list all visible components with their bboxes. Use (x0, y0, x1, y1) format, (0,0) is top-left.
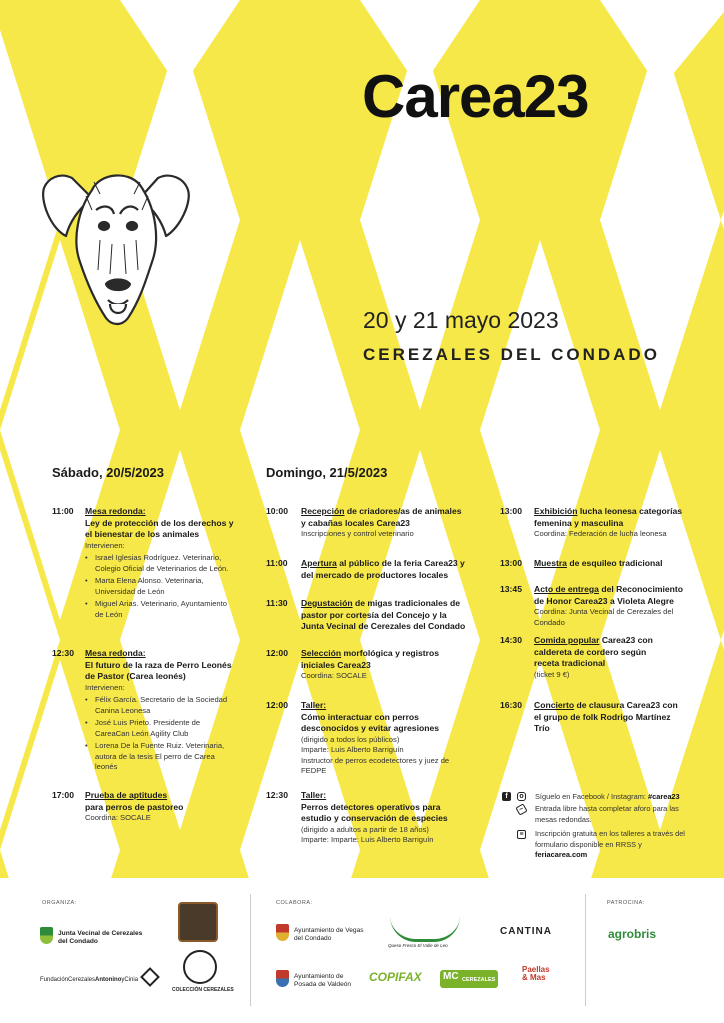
event-note: Imparte: Luis Alberto Barriguín (301, 745, 404, 755)
event-text: de esquileo tradicional (569, 558, 663, 568)
event-time: 12:30 (52, 648, 74, 658)
event-date: 20 y 21 mayo 2023 (363, 307, 559, 333)
speaker: • José Luis Prieto. Presidente de CareaCan León Agility Club (85, 718, 235, 739)
divider (250, 894, 251, 1006)
event-note: (dirigido a adultos a partir de 18 años) (301, 824, 429, 834)
entry-info: Entrada libre hasta completar aforo para las mesas redondas. (535, 804, 679, 824)
event-time: 14:30 (500, 635, 522, 645)
instagram-icon: o (517, 792, 526, 801)
fundacion-logo: FundaciónCerezalesAntoninoyCinia (40, 977, 139, 983)
divider (585, 894, 586, 1006)
event-time: 16:30 (500, 700, 522, 710)
organiza-heading: ORGANIZA: (42, 900, 77, 906)
ayto-vegas-logo: Ayuntamiento de Vegas del Condado (294, 927, 364, 942)
sunday-heading: Domingo, 21/5/2023 (266, 465, 388, 480)
event-time: 12:00 (266, 700, 288, 710)
colabora-heading: COLABORA: (276, 900, 313, 906)
event-text: de criadores/as de animales y cabañas locales Carea23 (301, 506, 462, 528)
speaker: • Israel Iglesias Rodríguez. Veterinario, Colegio Oficial de Veterinarios de León. (85, 553, 235, 574)
event-text: Perros detectores operativos para estudio y conservación de especies (301, 801, 448, 824)
event-lead: Taller: (301, 700, 327, 710)
speaker: • Marta Elena Alonso. Veterinaria, Universidad de León (85, 576, 235, 597)
event-note: Coordina: Junta Vecinal de Cerezales del Condado (534, 607, 674, 627)
event-lead: Prueba de aptitudes (85, 790, 168, 800)
vegas-shield-icon (276, 924, 289, 941)
paellas-logo: Paellas & Mas (522, 965, 550, 982)
event-note: Coordina: SOCALE (301, 671, 367, 681)
event-note: (ticket 9 €) (534, 669, 570, 679)
event-lead: Taller: (301, 790, 327, 800)
event-lead: Recepción (301, 506, 345, 516)
fundacion-diamond-icon (140, 967, 160, 987)
event-text: Cómo interactuar con perros desconocidos y evitar agresiones (301, 711, 440, 734)
speaker-list (85, 553, 235, 620)
event-time: 10:00 (266, 506, 288, 516)
junta-vecinal-logo: Junta Vecinal de Cerezales del Condado (58, 930, 143, 945)
event-lead: Mesa redonda: (85, 648, 146, 658)
saturday-heading: Sábado, 20/5/2023 (52, 465, 165, 480)
event-text: Ley de protección de los derechos y el bienestar de los animales (85, 517, 234, 540)
event-time: 11:00 (266, 558, 288, 568)
event-lead: Acto de entrega (534, 584, 599, 594)
event-time: 12:00 (266, 648, 288, 658)
event-lead: Exhibición (534, 506, 578, 516)
event-lead: Muestra (534, 558, 567, 568)
signup-info: Inscripción gratuita en los talleres a través del formulario disponible en RRSS y feriacarea.com (535, 829, 685, 859)
queso-logo: Queso Fresco El Valle de Leo (388, 943, 448, 948)
coleccion-cerezales-logo: COLECCIÓN CEREZALES (172, 987, 234, 993)
event-title: Carea23 (362, 63, 589, 130)
event-text: de clausura Carea23 con el grupo de folk Rodrigo Martínez Trío (534, 700, 678, 734)
speaker-list (85, 695, 235, 773)
event-note: Intervienen: (85, 540, 125, 550)
queso-logo-icon (390, 916, 460, 942)
event-text: del Reconocimiento de Honor Carea23 a Violeta Alegre (534, 584, 683, 606)
event-lead: Mesa redonda: (85, 506, 146, 516)
event-text: El futuro de la raza de Perro Leonés de Pastor (Carea leonés) (85, 659, 232, 682)
event-time: 11:00 (52, 506, 74, 516)
event-lead: Concierto (534, 700, 575, 710)
cantina-logo: CANTINA (500, 926, 552, 937)
agrobris-logo: agrobris (608, 927, 657, 941)
carea-association-logo-icon (178, 902, 218, 942)
ayto-posada-logo: Ayuntamiento de Posada de Valdeón (294, 973, 352, 988)
event-note: Instructor de perros ecodetectores y juez de FEDPE (301, 755, 450, 776)
event-text: para perros de pastoreo (85, 801, 184, 812)
event-time: 11:30 (266, 598, 288, 608)
junta-shield-icon (40, 927, 53, 944)
event-lead: Selección (301, 648, 342, 658)
speaker: • Félix García. Secretario de la Sociedad Canina Leonesa (85, 695, 235, 716)
event-time: 17:00 (52, 790, 74, 800)
event-note: Intervienen: (85, 682, 125, 692)
event-note: Inscripciones y control veterinario (301, 529, 414, 539)
facebook-icon: f (502, 792, 511, 801)
patrocina-heading: PATROCINA: (607, 900, 645, 906)
event-time: 13:00 (500, 506, 522, 516)
hashtag: #carea23 (648, 792, 680, 801)
event-text: Carea23 con caldereta de cordero según receta tradicional (534, 635, 653, 669)
event-note: Coordina: Federación de lucha leonesa (534, 529, 667, 539)
copifax-logo: COPIFAX (369, 970, 422, 984)
event-note: Coordina: SOCALE (85, 813, 151, 823)
event-note: Imparte: Imparte: Luis Alberto Barriguín (301, 835, 434, 845)
event-lead: Comida popular (534, 635, 600, 645)
footer-sponsors (0, 878, 724, 1023)
social-info: Síguelo en Facebook / Instagram: #carea23 (535, 792, 680, 801)
event-text: morfológica y registros iniciales Carea23 (301, 648, 440, 670)
event-text: lucha leonesa categorías femenina y masculina (534, 506, 683, 528)
event-time: 13:00 (500, 558, 522, 568)
ticket-icon: ~ (515, 803, 527, 815)
mc-cerezales-badge: MC CEREZALES (440, 970, 498, 988)
speaker: • Miguel Arias. Veterinario, Ayuntamiento de León (85, 599, 235, 620)
event-time: 13:45 (500, 584, 522, 594)
speaker: • Lorena De la Fuente Ruiz. Veterinaria, autora de la tesis El perro de Carea leonés (85, 741, 235, 773)
event-text: de migas tradicionales de pastor por cortesía del Concejo y la Junta Vecinal de Cerezales del Condado (301, 598, 466, 632)
coleccion-cerezales-icon (183, 950, 217, 984)
event-note: (dirigido a todos los públicos) (301, 734, 400, 744)
posada-shield-icon (276, 970, 289, 987)
form-icon: ≡ (517, 830, 526, 839)
event-text: al público de la feria Carea23 y del mercado de productores locales (301, 558, 465, 580)
website-link[interactable]: feriacarea.com (535, 850, 588, 859)
event-time: 12:30 (266, 790, 288, 800)
event-place: CEREZALES DEL CONDADO (363, 345, 660, 364)
event-lead: Apertura (301, 558, 337, 568)
event-lead: Degustación (301, 598, 353, 608)
